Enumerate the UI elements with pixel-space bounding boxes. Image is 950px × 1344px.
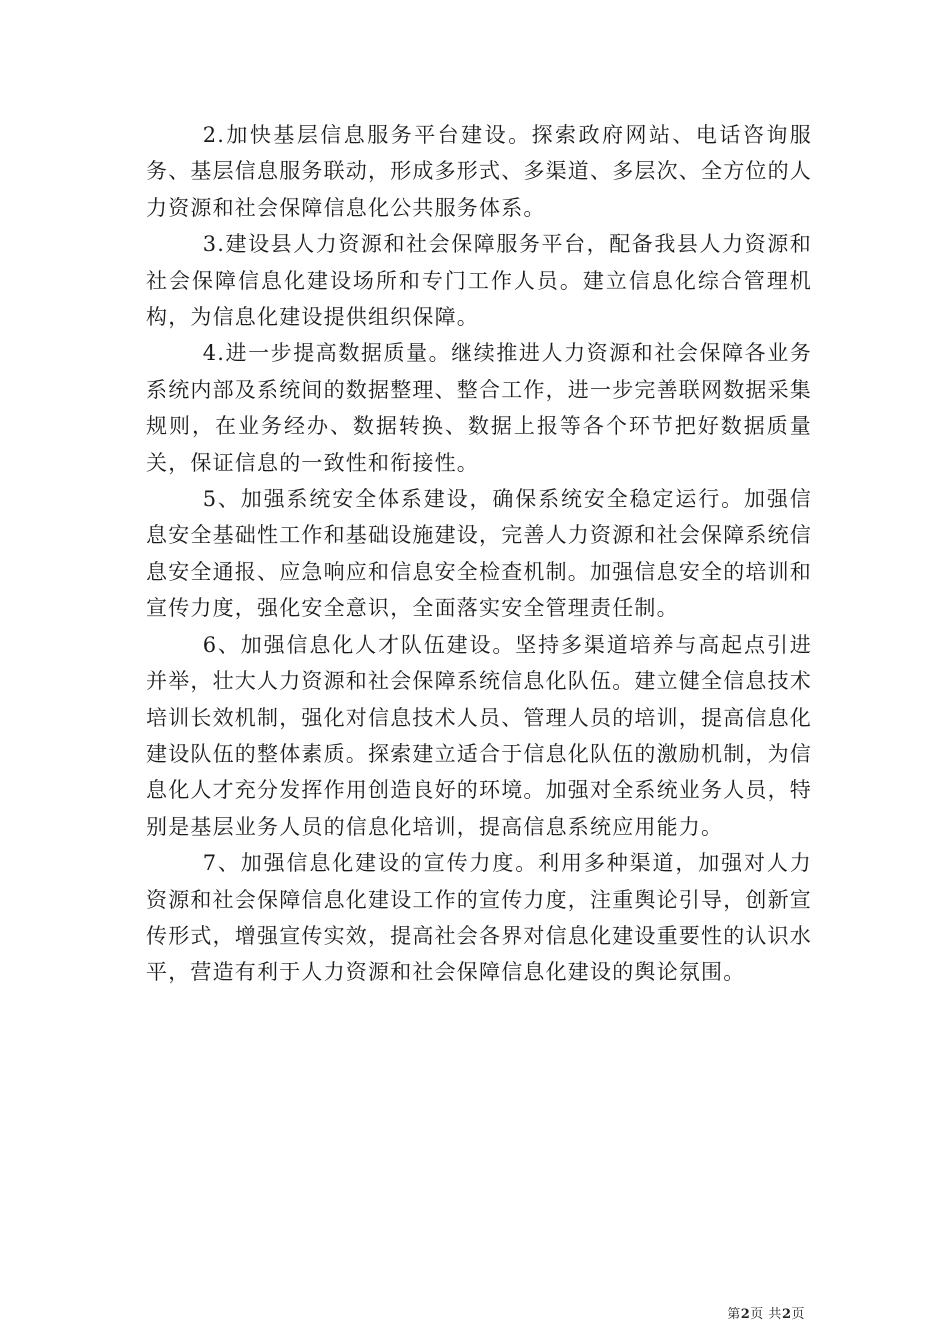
- current-page-number: 2: [740, 1307, 751, 1322]
- total-page-number: 2: [781, 1307, 792, 1322]
- paragraph-item-7: 7、加强信息化建设的宣传力度。利用多种渠道，加强对人力资源和社会保障信息化建设工作的宣传力度，注重舆论引导，创新宣传形式，增强宣传实效，提高社会各界对信息化建设重要性的认识水平，营造有利于人力资源和社会保障信息化建设的舆论氛围。: [146, 851, 812, 985]
- paragraph-item-4: 4.进一步提高数据质量。继续推进人力资源和社会保障各业务系统内部及系统间的数据整理、整合工作，进一步完善联网数据采集规则，在业务经办、数据转换、数据上报等各个环节把好数据质量关，保证信息的一致性和衔接性。: [146, 341, 812, 475]
- paragraph-item-3: 3.建设县人力资源和社会保障服务平台，配备我县人力资源和社会保障信息化建设场所和专门工作人员。建立信息化综合管理机构，为信息化建设提供组织保障。: [146, 232, 812, 330]
- paragraph-item-5: 5、加强系统安全体系建设，确保系统安全稳定运行。加强信息安全基础性工作和基础设施建设，完善人力资源和社会保障系统信息安全通报、应急响应和信息安全检查机制。加强信息安全的培训和宣传力度，强化安全意识，全面落实安全管理责任制。: [146, 487, 812, 621]
- paragraph-item-2: 2.加快基层信息服务平台建设。探索政府网站、电话咨询服务、基层信息服务联动，形成多形式、多渠道、多层次、全方位的人力资源和社会保障信息化公共服务体系。: [146, 123, 812, 220]
- footer-middle: 页 共: [750, 1307, 782, 1322]
- document-body: [146, 117, 812, 991]
- footer-suffix: 页: [791, 1307, 805, 1322]
- footer-prefix: 第: [727, 1307, 741, 1322]
- paragraph-item-6: 6、加强信息化人才队伍建设。坚持多渠道培养与高起点引进并举，壮大人力资源和社会保障系统信息化队伍。建立健全信息技术培训长效机制，强化对信息技术人员、管理人员的培训，提高信息化建设队伍的整体素质。探索建立适合于信息化队伍的激励机制，为信息化人才充分发挥作用创造良好的环境。加强对全系统业务人员，特别是基层业务人员的信息化培训，提高信息系统应用能力。: [146, 632, 812, 839]
- page-number-footer: [727, 1306, 805, 1324]
